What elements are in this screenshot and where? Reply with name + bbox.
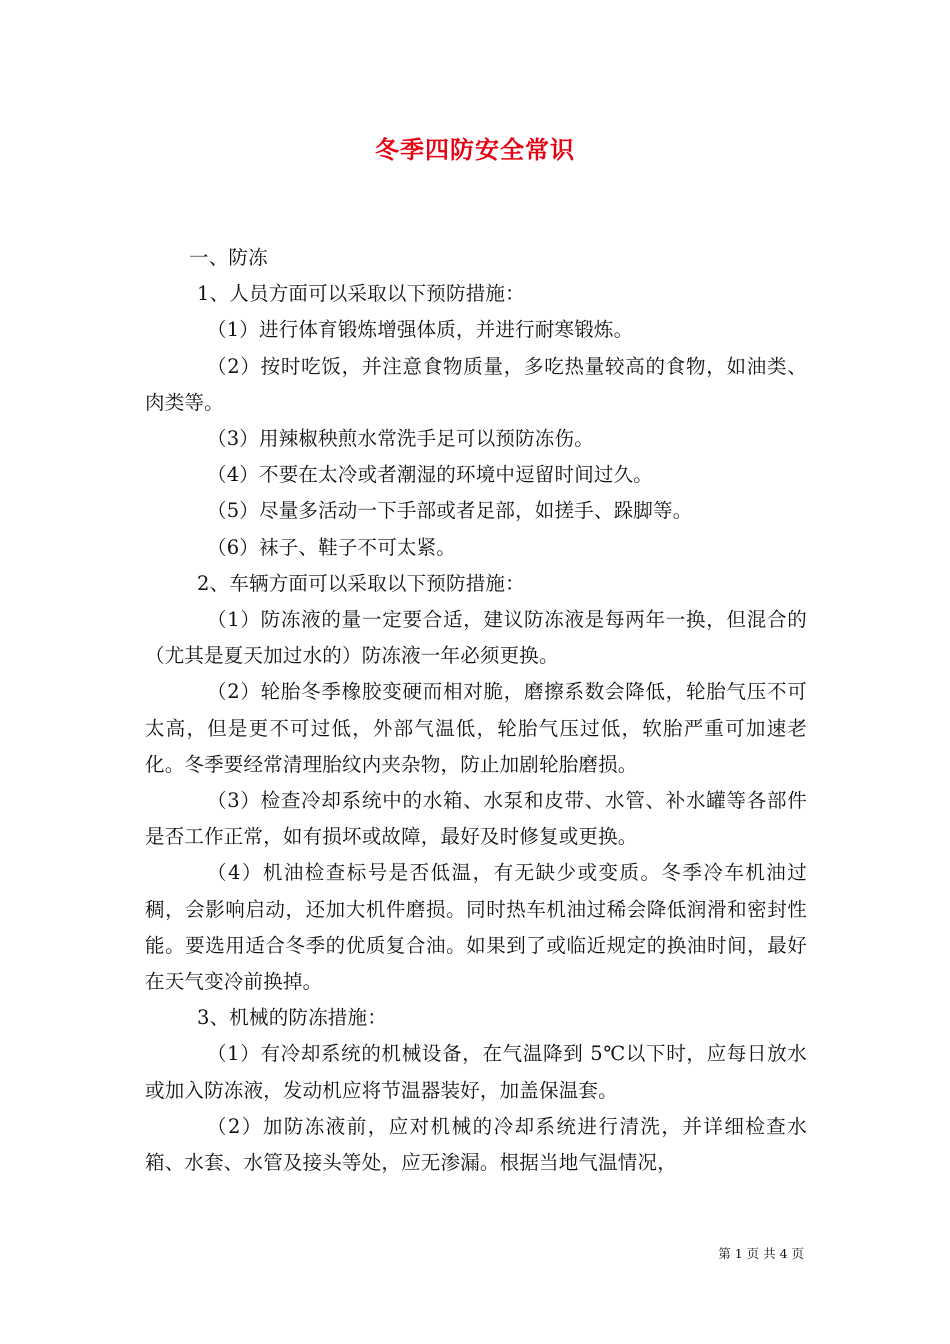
paragraph: （5）尽量多活动一下手部或者足部，如搓手、跺脚等。	[207, 499, 693, 523]
paragraph: （3）检查冷却系统中的水箱、水泵和皮带、水管、补水罐等各部件是否工作正常，如有损坏或故障，最好及时修复或更换。	[145, 789, 807, 849]
document-body	[145, 240, 807, 1181]
paragraph: （1）防冻液的量一定要合适，建议防冻液是每两年一换，但混合的（尤其是夏天加过水的）防冻液一年必须更换。	[145, 608, 807, 668]
subsection-heading: 3、机械的防冻措施：	[197, 1006, 387, 1030]
paragraph: （1）进行体育锻炼增强体质，并进行耐寒锻炼。	[207, 318, 634, 342]
paragraph: （2）加防冻液前，应对机械的冷却系统进行清洗，并详细检查水箱、水套、水管及接头等处，应无渗漏。根据当地气温情况，	[145, 1114, 807, 1175]
paragraph: （1）有冷却系统的机械设备，在气温降到 5℃以下时，应每日放水或加入防冻液，发动机应将节温器装好，加盖保温套。	[145, 1042, 807, 1102]
subsection-heading: 2、车辆方面可以采取以下预防措施：	[197, 571, 525, 595]
paragraph: （2）轮胎冬季橡胶变硬而相对脆，磨擦系数会降低，轮胎气压不可太高，但是更不可过低，外部气温低，轮胎气压过低，软胎严重可加速老化。冬季要经常清理胎纹内夹杂物，防止加剧轮胎磨损。	[145, 680, 807, 776]
paragraph: （4）机油检查标号是否低温，有无缺少或变质。冬季冷车机油过稠，会影响启动，还加大机件磨损。同时热车机油过稀会降低润滑和密封性能。要选用适合冬季的优质复合油。如果到了或临近规定的换油时间，最好在天气变冷前换掉。	[145, 861, 807, 994]
page-number-footer: 第 1 页 共 4 页	[718, 1246, 804, 1261]
paragraph: （3）用辣椒秧煎水常洗手足可以预防冻伤。	[207, 427, 594, 451]
paragraph: （4）不要在太冷或者潮湿的环境中逗留时间过久。	[207, 463, 654, 487]
document-title: 冬季四防安全常识	[375, 135, 575, 164]
section-heading: 一、防冻	[189, 246, 268, 269]
paragraph: （6）袜子、鞋子不可太紧。	[207, 535, 457, 559]
paragraph: （2）按时吃饭，并注意食物质量，多吃热量较高的食物，如油类、肉类等。	[145, 354, 807, 414]
subsection-heading: 1、人员方面可以采取以下预防措施：	[197, 282, 525, 306]
